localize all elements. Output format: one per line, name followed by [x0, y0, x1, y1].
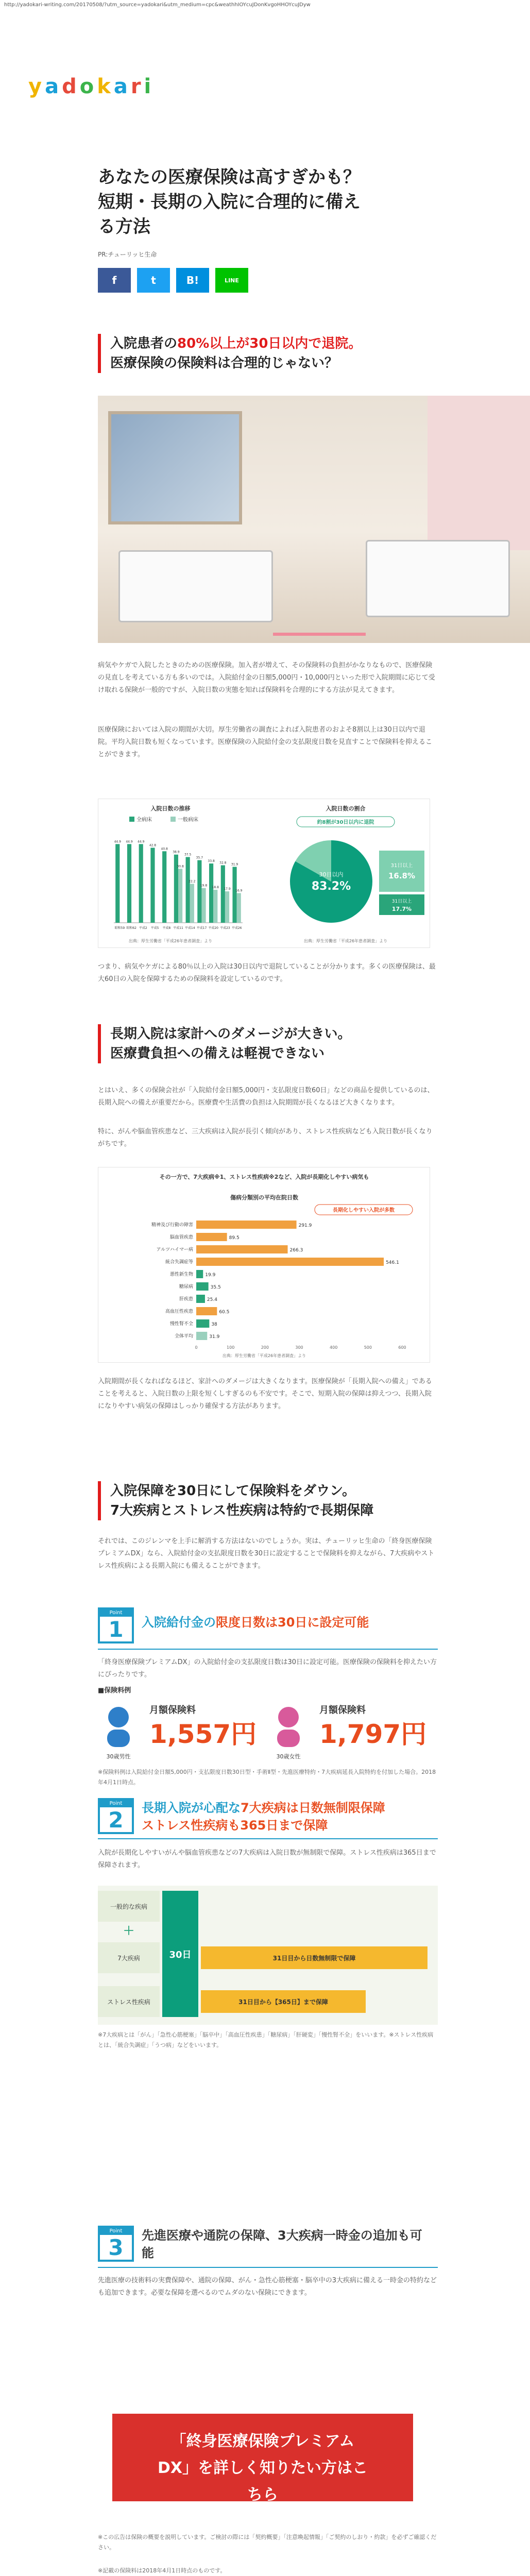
point3-heading: [142, 2227, 451, 2262]
point-heading-highlight: 7大疾病は日数無制限保障: [241, 1801, 385, 1815]
data-label: 35.7: [196, 856, 203, 860]
section3-heading-line1: 入院保障を30日にして保険料をダウン。: [110, 1483, 356, 1499]
data-label: 44.9: [114, 840, 121, 844]
line-share-button[interactable]: LINE: [215, 268, 248, 293]
point2-paragraph: 入院が長期化しやすいがんや脳血管疾患などの7大疾病は入院日数が無制限で保障。ストレス性疾病は365日まで保障されます。: [98, 1849, 436, 1869]
section2-paragraph-1: とはいえ、多くの保険会社が「入院給付金日額5,000円・支払限度日数60日」などの商品を提供しているのは、長期入院への備えが重要だから。医療費や生活費の負担は入院期間が長くなるほど大きくなります。: [98, 1087, 434, 1107]
bar-all-beds: [232, 867, 236, 923]
logo-letter: o: [79, 75, 97, 98]
chart1-source: 出典：厚生労働省「平成26年患者調査」より: [128, 939, 213, 943]
section2-after-paragraph: 入院期間が長くなればなるほど、家計へのダメージは大きくなります。医療保険が「長期入院への備え」であることを考えると、入院日数の上限を短くしすぎるのも不安です。そこで、短期入院の保障は抑えつつ、長期入院になりやすい病気の保障はしっかり確保する方法があります。: [98, 1378, 432, 1410]
footer-disclaimer: ※この広告は保険の概要を説明しています。ご検討の際には「契約概要」「注意喚起情報」「ご契約のしおり・約款」を必ずご確認ください。: [98, 2534, 437, 2551]
data-label: 291.9: [298, 1223, 312, 1228]
disease-stay-chart: [98, 1167, 430, 1363]
diagram-center-label: 30日: [169, 1950, 192, 1960]
bar-general-beds: [201, 888, 206, 923]
bar: [196, 1233, 227, 1241]
y-tick-label: 糖尿病: [179, 1284, 193, 1290]
data-label: 546.1: [386, 1260, 399, 1265]
logo-letter: r: [130, 75, 144, 98]
chart2-badge: 約8割が30日以内に退院: [317, 820, 374, 825]
section1-heading: [98, 334, 438, 373]
bar: [196, 1221, 297, 1229]
legend-label: 全病床: [136, 817, 152, 823]
bar-all-beds: [186, 857, 190, 923]
bar-general-beds: [190, 884, 194, 923]
x-tick-label: 0: [195, 1345, 198, 1350]
data-label: 40.8: [161, 847, 168, 851]
section2-heading-line2: 医療費負担への備えは軽視できない: [110, 1046, 325, 1061]
point1-divider: [98, 1649, 438, 1650]
chart3-source: 出典：厚生労働省「平成26年患者調査」より: [222, 1353, 306, 1358]
data-label: 25.4: [207, 1297, 217, 1302]
x-tick-label: 平成5: [150, 926, 159, 930]
point3-paragraph: 先進医療の技術料の実費保障や、通院の保障、がん・急性心筋梗塞・脳卒中の3大疾病に備える一時金の特約なども追加できます。必要な保障を選べるのでムダのない保険にできます。: [98, 2277, 437, 2297]
x-tick-label: 500: [364, 1345, 372, 1350]
data-label: 266.3: [289, 1248, 303, 1253]
plus-icon: ＋: [123, 1925, 135, 1938]
data-label: 38.9: [173, 850, 180, 854]
bar: [196, 1295, 205, 1303]
logo-letter: d: [62, 75, 80, 98]
female-premium-label: 月額保険料: [319, 1705, 366, 1716]
point-heading-highlight: 限度日数は30日に設定可能: [216, 1615, 369, 1630]
bar-all-beds: [115, 844, 119, 923]
data-label: 16.9: [235, 889, 243, 893]
bar-all-beds: [127, 844, 131, 923]
hatena-share-button[interactable]: B!: [176, 268, 209, 293]
data-label: 17.9: [224, 887, 231, 891]
diagram-row2-coverage: 31日目から日数無制限で保障: [272, 1955, 356, 1962]
point-label: Point: [100, 1609, 132, 1617]
data-label: 18.8: [212, 886, 219, 890]
chart3-badge: 長期化しやすい入院が多数: [333, 1208, 395, 1213]
bar-all-beds: [162, 851, 166, 923]
photo-bed-left: [118, 550, 273, 622]
point-number: 2: [108, 1807, 124, 1833]
point-heading-text: 長期入院が心配な: [142, 1801, 241, 1815]
chart3-title: その一方で、7大疾病※1、ストレス性疾病※2など、入院が長期化しやすい病気も: [159, 1174, 369, 1180]
photo-bed-right: [366, 540, 510, 617]
point1-paragraph: 「終身医療保険プレミアムDX」の入院給付金の支払限度日数は30日に設定可能。医療保険の保険料を抑えたい方にぴったりです。: [98, 1658, 437, 1679]
y-tick-label: 慢性腎不全: [169, 1321, 193, 1327]
point-heading-text: 入院給付金の: [142, 1615, 216, 1630]
x-tick-label: 100: [227, 1345, 235, 1350]
bar: [196, 1270, 203, 1278]
diagram-row3-coverage: 31日目から【365日】まで保障: [238, 1998, 328, 2006]
photo-curtain: [428, 396, 530, 550]
title-line: あなたの医療保険は高すぎかも？: [98, 167, 361, 188]
article-page: [0, 10, 530, 2576]
cta-line: 「終身医療保険プレミアム: [170, 2432, 355, 2450]
bar: [196, 1319, 209, 1328]
x-tick-label: 400: [330, 1345, 338, 1350]
y-tick-label: 脳血管疾患: [169, 1235, 193, 1240]
point2-note: ※7大疾病とは「がん」「急性心筋梗塞」「脳卒中」「高血圧性疾患」「糖尿病」「肝硬変」「慢性腎不全」をいいます。※ストレス性疾病とは、「統合失調症」「うつ病」などをいいます。: [98, 2031, 434, 2048]
data-label: 33.8: [208, 859, 215, 863]
point-number: 1: [108, 1617, 124, 1642]
facebook-share-button[interactable]: f: [98, 268, 131, 293]
data-label: 37.5: [184, 853, 192, 857]
point-label: Point: [100, 2228, 132, 2235]
section1-paragraph-1: 病気やケガで入院したときのための医療保険。加入者が増えて、その保険料の負担がかなりなもので、医療保険の見直しを考えている方も多いのでは。入院給付金の日額5,000円・10,000円といった形で入院期間に応じて受け取れる保険が一般的ですが、入院日数の実態を知れば保険料を合理的にする方法が見えてきます。: [98, 662, 435, 694]
diagram-row3-label: ストレス性疾病: [107, 1998, 150, 2006]
male-avatar-icon: [107, 1707, 130, 1747]
diagram-row2-label: 7大疾病: [117, 1955, 140, 1962]
bar: [196, 1245, 288, 1253]
y-tick-label: 統合失調症等: [165, 1260, 193, 1265]
photo-floor-line: [273, 633, 366, 636]
section2-heading: [98, 1024, 438, 1063]
heading-highlight: 80%以上が30日以内で退院。: [177, 336, 362, 351]
premium-note: ※保険料例は入院給付金日額5,000円・支払限度日数30日型・手術Ⅱ型・先進医療特約・7大疾病延長入院特約を付加した場合。2018年4月1日時点。: [98, 1769, 436, 1786]
logo-letter: k: [97, 75, 114, 98]
footer-note: ※記載の保険料は2018年4月1日時点のものです。: [98, 2567, 226, 2574]
legend-swatch: [129, 817, 134, 822]
x-tick-label: 平成17: [196, 926, 207, 930]
section1-paragraph-2: 医療保険においては入院の期間が大切。厚生労働省の調査によれば入院患者のおよそ8割以上は30日以内で退院。平均入院日数も短くなっています。医療保険の入院給付金の支払限度日数を見直すことで保険料を抑えることができます。: [98, 726, 432, 758]
point1-badge: [98, 1607, 134, 1643]
chart3-plot: [151, 1221, 406, 1350]
male-premium-label: 月額保険料: [149, 1705, 196, 1716]
chart2-center-label: 30日以内: [319, 871, 344, 878]
section2-heading-line1: 長期入院は家計へのダメージが大きい。: [110, 1026, 351, 1042]
data-label: 60.5: [219, 1310, 230, 1315]
bar: [196, 1282, 209, 1291]
chart2-center-value: 83.2%: [311, 880, 351, 893]
bar-all-beds: [197, 860, 201, 923]
point3-heading-line2: 能: [142, 2246, 154, 2260]
x-tick-label: 平成26: [231, 926, 242, 930]
bar: [196, 1332, 207, 1340]
hospital-room-photo: [98, 396, 530, 643]
data-label: 44.9: [126, 840, 133, 844]
disease-stay-chart-svg: [98, 1167, 431, 1363]
bar-general-beds: [237, 893, 241, 923]
chart2-right-top-value: 16.8%: [388, 871, 416, 880]
chart2-right-top-label: 31日以上: [390, 863, 413, 869]
y-tick-label: 全体平均: [174, 1334, 193, 1339]
coverage-diagram: [98, 1886, 438, 2025]
x-tick-label: 300: [295, 1345, 303, 1350]
logo-letter: a: [113, 75, 131, 98]
point1-heading: [142, 1614, 451, 1631]
chart2-title: 入院日数の割合: [326, 805, 366, 812]
data-label: 19.8: [200, 884, 208, 888]
twitter-share-button[interactable]: t: [137, 268, 170, 293]
logo-letter: i: [144, 75, 155, 98]
point-label: Point: [100, 1800, 132, 1807]
male-premium-value: 1,557円: [149, 1719, 257, 1749]
chart1-title: 入院日数の推移: [150, 805, 191, 812]
legend-label: 一般病床: [178, 817, 198, 823]
bar-general-beds: [213, 890, 217, 923]
premium-examples-svg: [98, 1698, 438, 1765]
x-tick-label: 平成14: [184, 926, 195, 930]
x-tick-label: 昭和62: [126, 926, 136, 930]
heading-text: 入院患者の: [110, 336, 178, 351]
cta-line: ちら: [247, 2486, 278, 2504]
point2-heading-line2: ストレス性疾病も365日まで保障: [142, 1818, 328, 1833]
y-tick-label: 肝疾患: [179, 1297, 193, 1302]
point-number: 3: [108, 2235, 124, 2260]
chart1-plot: [114, 840, 243, 930]
logo-letter: a: [45, 75, 62, 98]
data-label: 31.9: [209, 1334, 220, 1340]
bar: [196, 1307, 217, 1315]
section1-heading-line1: [110, 334, 438, 353]
x-tick-label: 平成8: [162, 926, 171, 930]
data-label: 31.9: [231, 862, 238, 867]
section3-heading: [98, 1481, 438, 1520]
female-avatar-icon: [277, 1707, 300, 1747]
point2-divider: [98, 1838, 438, 1839]
chart2-right-bottom-value: 17.7%: [391, 906, 412, 912]
point-heading-text: 先進医療や通院の保障、3大疾病一時金の追加も可: [142, 2228, 422, 2243]
male-age: 30歳男性: [106, 1753, 131, 1760]
data-label: 19.9: [205, 1273, 216, 1278]
chart2-source: 出典：厚生労働省「平成26年患者調査」より: [303, 939, 388, 943]
x-tick-label: 200: [261, 1345, 269, 1350]
point2-heading: [142, 1799, 451, 1834]
article-title: [98, 165, 438, 239]
point3-divider: [98, 2267, 438, 2268]
chart1-legend: [129, 816, 198, 823]
data-label: 44.9: [138, 840, 145, 844]
logo-letter: y: [28, 75, 45, 98]
bar-all-beds: [150, 848, 155, 923]
data-label: 89.5: [229, 1235, 240, 1241]
x-tick-label: 平成20: [208, 926, 219, 930]
bar-general-beds: [225, 891, 229, 923]
chart3-inner-title: 傷病分類別の平均在院日数: [230, 1194, 298, 1201]
point2-heading-line1: [142, 1799, 451, 1817]
premium-examples: [98, 1698, 438, 1765]
premium-example-label: ■保険料例: [98, 1687, 131, 1694]
y-tick-label: 高血圧性疾患: [165, 1309, 193, 1314]
data-label: 35.5: [210, 1285, 221, 1290]
share-bar-top: [98, 268, 248, 293]
y-tick-label: 悪性新生物: [169, 1272, 193, 1277]
data-label: 42.8: [149, 843, 157, 848]
section2-paragraph-2: 特に、がんや脳血管疾患など、三大疾病は入院が長引く傾向があり、ストレス性疾病なども入院日数が長くなりがちです。: [98, 1128, 433, 1148]
pr-label: PR:チューリッヒ生命: [98, 251, 157, 258]
y-tick-label: 精神及び行動の障害: [151, 1223, 193, 1228]
bar-general-beds: [178, 869, 182, 923]
section1-after-paragraph: つまり、病気やケガによる80％以上の入院は30日以内で退院していることが分かります。多くの医療保険は、最大60日の入院を保障するための保険料を設定しているのです。: [98, 963, 436, 983]
title-line: る方法: [98, 216, 150, 237]
x-tick-label: 平成23: [220, 926, 230, 930]
inpatient-charts: [98, 799, 430, 948]
y-tick-label: アルツハイマー病: [156, 1247, 193, 1252]
data-label: 22.2: [189, 879, 196, 884]
browser-url[interactable]: http://yadokari-writing.com/20170508/?utm_source=yadokari&utm_medium=cpc&weathhIOYcuJDonKvgoHHOYcuJDyw: [4, 2, 311, 8]
bar-all-beds: [139, 844, 143, 923]
chart2-right-bottom-label: 31日以上: [391, 899, 412, 904]
data-label: 30.8: [177, 865, 184, 869]
point3-badge: [98, 2226, 134, 2262]
bar-all-beds: [209, 863, 213, 923]
product-details-cta-button[interactable]: [112, 2414, 413, 2504]
bar-all-beds: [221, 865, 225, 923]
cta-line: DX」を詳しく知りたい方はこ: [157, 2459, 368, 2477]
point2-badge: [98, 1798, 134, 1834]
section3-paragraph: それでは、このジレンマを上手に解消する方法はないのでしょうか。実は、チューリッヒ生命の「終身医療保険プレミアムDX」なら、入院給付金の支払限度日数を30日に設定することで保険料を抑えながら、7大疾病やストレス性疾病による長期入院にも備えることができます。: [98, 1537, 435, 1570]
female-premium-value: 1,797円: [319, 1719, 427, 1749]
bar: [196, 1258, 384, 1266]
section1-heading-line2: 医療保険の保険料は合理的じゃない？: [110, 355, 338, 371]
coverage-diagram-svg: [98, 1886, 438, 2025]
data-label: 38: [211, 1322, 217, 1327]
data-label: 32.8: [219, 861, 227, 865]
x-tick-label: 平成2: [139, 926, 147, 930]
diagram-row1-label: 一般的な疾病: [110, 1903, 148, 1910]
x-tick-label: 昭和59: [114, 926, 125, 930]
section3-heading-line2: 7大疾病とストレス性疾病は特約で長期保障: [110, 1503, 374, 1518]
x-tick-label: 600: [398, 1345, 406, 1350]
female-age: 30歳女性: [276, 1753, 301, 1760]
inpatient-charts-svg: [98, 799, 431, 948]
title-line: 短期・長期の入院に合理的に備え: [98, 192, 361, 212]
photo-window: [108, 411, 242, 524]
legend-swatch: [170, 817, 176, 822]
x-tick-label: 平成11: [173, 926, 183, 930]
site-logo[interactable]: [28, 75, 154, 98]
